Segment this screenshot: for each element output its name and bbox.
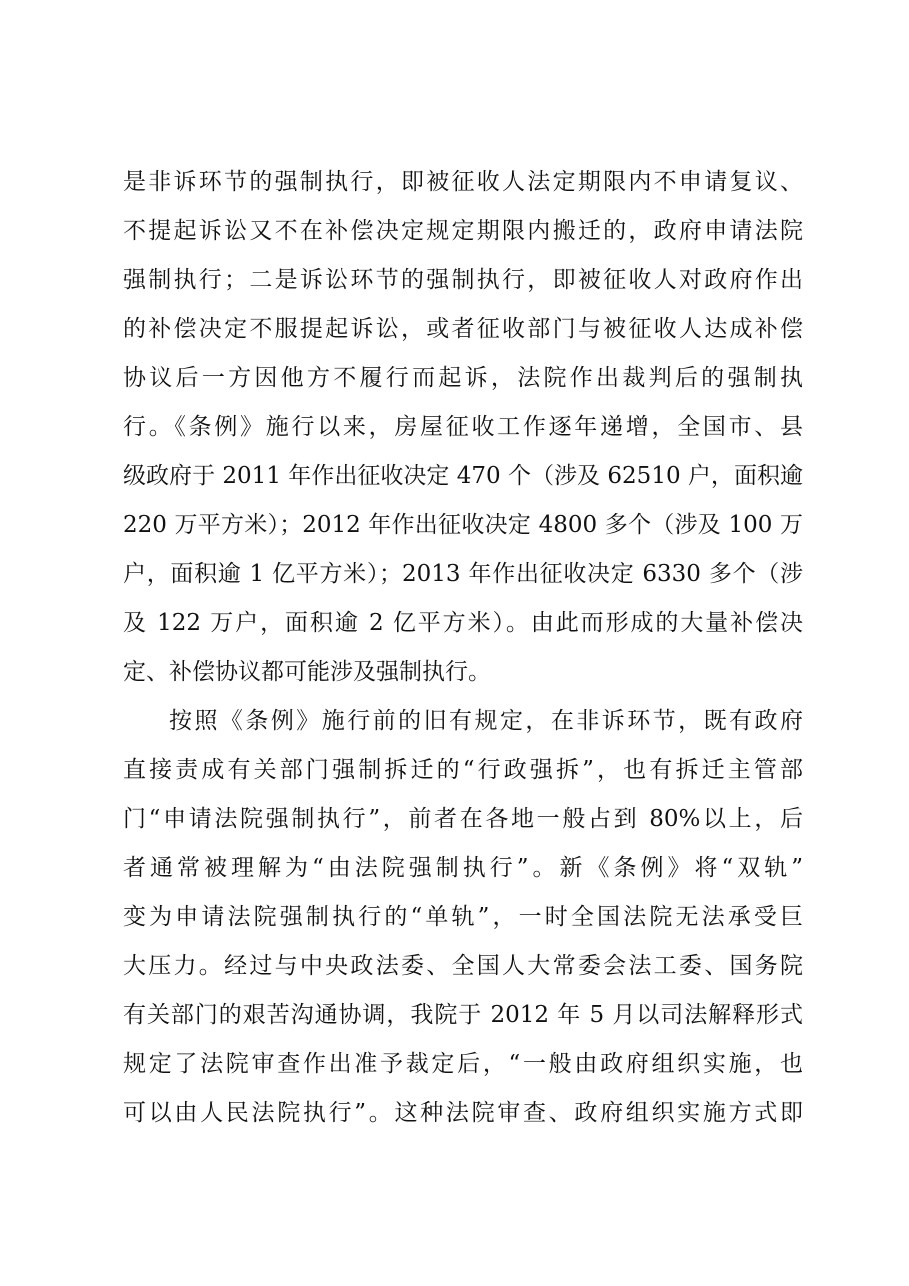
text-line: 变为申请法院强制执行的“单轨”，一时全国法院无法承受巨 — [123, 904, 803, 930]
text-line: 门“申请法院强制执行”，前者在各地一般占到 80%以上，后 — [123, 806, 803, 832]
text-line: 的补偿决定不服提起诉讼，或者征收部门与被征收人达成补偿 — [123, 316, 803, 342]
paragraph-1 — [123, 158, 803, 697]
text-line: 直接责成有关部门强制拆迁的“行政强拆”，也有拆迁主管部 — [123, 757, 803, 783]
paragraph-2 — [123, 697, 803, 1138]
text-line: 220 万平方米）；2012 年作出征收决定 4800 多个（涉及 100 万 — [123, 512, 803, 538]
text-line: 是非诉环节的强制执行，即被征收人法定期限内不申请复议、 — [123, 169, 803, 195]
text-line: 不提起诉讼又不在补偿决定规定期限内搬迁的，政府申请法院 — [123, 218, 803, 244]
text-line: 强制执行；二是诉讼环节的强制执行，即被征收人对政府作出 — [123, 267, 803, 293]
text-line: 行。《条例》施行以来，房屋征收工作逐年递增，全国市、县 — [123, 414, 803, 440]
text-line: 大压力。经过与中央政法委、全国人大常委会法工委、国务院 — [123, 953, 803, 979]
text-line: 及 122 万户，面积逾 2 亿平方米）。由此而形成的大量补偿决 — [123, 610, 803, 636]
text-line: 者通常被理解为“由法院强制执行”。新《条例》将“双轨” — [123, 855, 803, 881]
text-line: 协议后一方因他方不履行而起诉，法院作出裁判后的强制执 — [123, 365, 803, 391]
text-line: 级政府于 2011 年作出征收决定 470 个（涉及 62510 户，面积逾 — [123, 463, 803, 489]
text-line: 户，面积逾 1 亿平方米）；2013 年作出征收决定 6330 多个（涉 — [123, 561, 803, 587]
body-text — [123, 158, 803, 1138]
text-line: 规定了法院审查作出准予裁定后，“一般由政府组织实施，也 — [123, 1051, 803, 1077]
text-line: 可以由人民法院执行”。这种法院审查、政府组织实施方式即 — [123, 1100, 803, 1126]
text-line: 按照《条例》施行前的旧有规定，在非诉环节，既有政府 — [169, 708, 803, 734]
text-line: 定、补偿协议都可能涉及强制执行。 — [123, 659, 491, 685]
text-line: 有关部门的艰苦沟通协调，我院于 2012 年 5 月以司法解释形式 — [123, 1002, 803, 1028]
